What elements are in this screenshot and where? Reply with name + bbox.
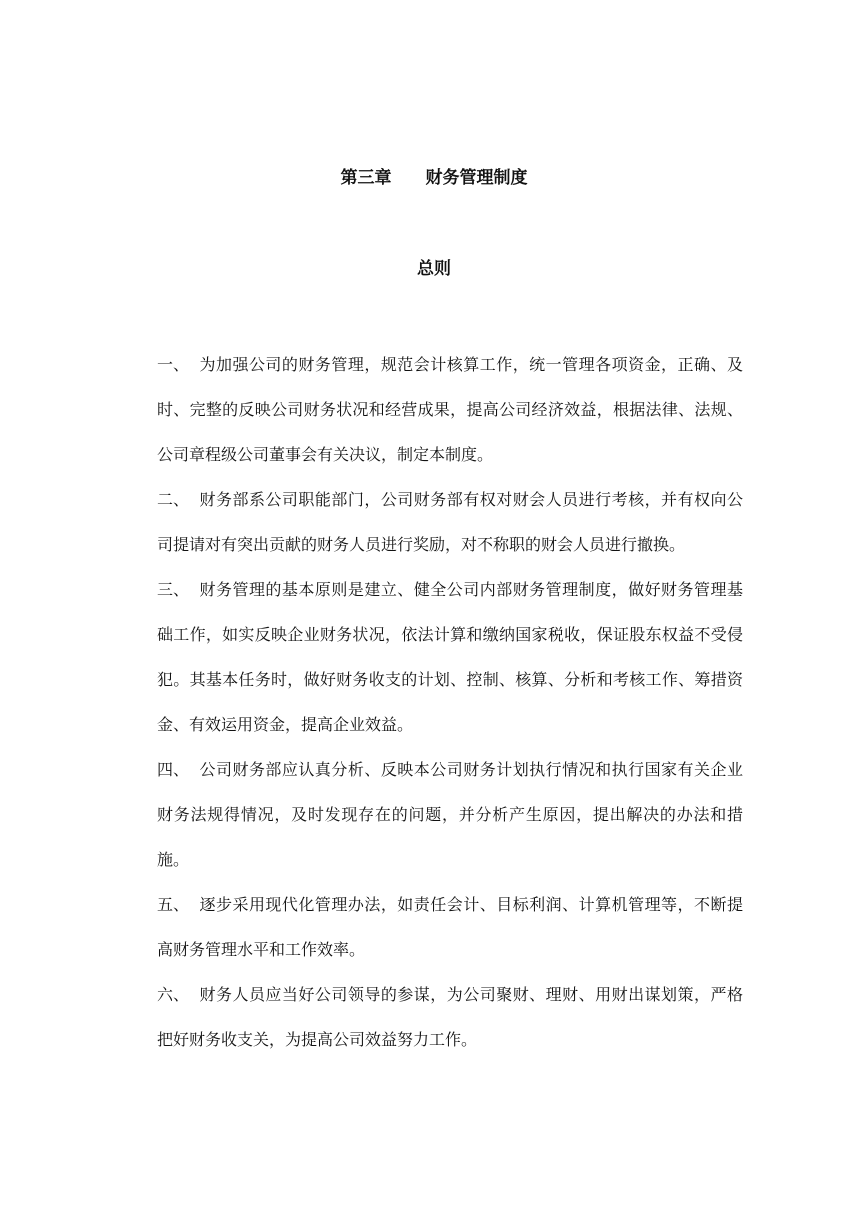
clause-number: 四、 — [157, 760, 190, 779]
clause-1 — [157, 342, 743, 477]
clause-number: 五、 — [157, 895, 190, 914]
clause-number: 一、 — [157, 355, 190, 374]
clause-text: 财务管理的基本原则是建立、健全公司内部财务管理制度，做好财务管理基础工作，如实反映企业财务状况，依法计算和缴纳国家税收，保证股东权益不受侵犯。其基本任务时，做好财务收支的计划、控制、核算、分析和考核工作、筹措资金、有效运用资金，提高企业效益。 — [157, 580, 743, 734]
clause-2 — [157, 477, 743, 567]
clause-3 — [157, 567, 743, 747]
section-title: 总则 — [417, 259, 451, 279]
clause-6 — [157, 972, 743, 1062]
clause-number: 六、 — [157, 985, 190, 1004]
clause-number: 二、 — [157, 490, 190, 509]
clause-4 — [157, 747, 743, 882]
chapter-title: 财务管理制度 — [425, 168, 528, 188]
clause-text: 逐步采用现代化管理办法，如责任会计、目标利润、计算机管理等，不断提高财务管理水平和工作效率。 — [157, 895, 743, 959]
clause-text: 财务人员应当好公司领导的参谋，为公司聚财、理财、用财出谋划策，严格把好财务收支关，为提高公司效益努力工作。 — [157, 985, 743, 1049]
clause-5 — [157, 882, 743, 972]
clause-text: 为加强公司的财务管理，规范会计核算工作，统一管理各项资金，正确、及时、完整的反映公司财务状况和经营成果，提高公司经济效益，根据法律、法规、公司章程级公司董事会有关决议，制定本制度。 — [157, 355, 743, 464]
chapter-number: 第三章 — [340, 168, 392, 188]
clause-number: 三、 — [157, 580, 190, 599]
chapter-heading — [0, 164, 868, 192]
clause-text: 公司财务部应认真分析、反映本公司财务计划执行情况和执行国家有关企业财务法规得情况，及时发现存在的问题，并分析产生原因，提出解决的办法和措施。 — [157, 760, 743, 869]
clause-list — [157, 342, 743, 1062]
clause-text: 财务部系公司职能部门，公司财务部有权对财会人员进行考核，并有权向公司提请对有突出贡献的财务人员进行奖励，对不称职的财会人员进行撤换。 — [157, 490, 743, 554]
